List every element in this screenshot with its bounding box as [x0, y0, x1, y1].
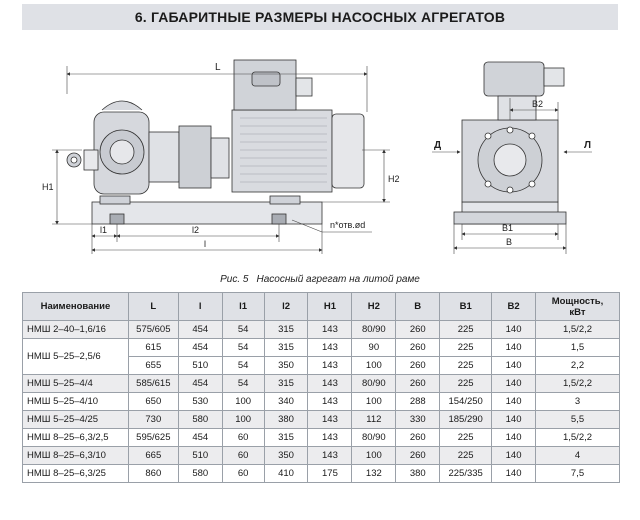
- cell-B: 260: [396, 321, 440, 339]
- cell-L: 860: [128, 465, 178, 483]
- cell-B: 260: [396, 339, 440, 357]
- cell-l2: 380: [264, 411, 308, 429]
- section-title-bar: [22, 4, 618, 30]
- cell-l: 530: [178, 393, 222, 411]
- cell-H1: 143: [308, 411, 352, 429]
- cell-L: 655: [128, 357, 178, 375]
- cell-L: 615: [128, 339, 178, 357]
- cell-H1: 143: [308, 375, 352, 393]
- cell-B1: 225: [440, 339, 492, 357]
- cell-l2: 315: [264, 339, 308, 357]
- cell-B1: 225: [440, 321, 492, 339]
- cell-L: 665: [128, 447, 178, 465]
- cell-name: НМШ 8–25–6,3/2,5: [23, 429, 129, 447]
- cell-name: НМШ 5–25–2,5/6: [23, 339, 129, 375]
- cell-l1: 60: [222, 447, 264, 465]
- cell-B1: 225: [440, 429, 492, 447]
- cell-L: 575/605: [128, 321, 178, 339]
- cell-l2: 340: [264, 393, 308, 411]
- cell-l1: 60: [222, 465, 264, 483]
- cell-power: 1,5/2,2: [536, 321, 620, 339]
- pump-unit-drawing: [22, 32, 618, 272]
- cell-H1: 143: [308, 429, 352, 447]
- column-header: L: [128, 293, 178, 321]
- cell-B1: 225: [440, 375, 492, 393]
- rotation-label-L: Л: [584, 140, 592, 151]
- cell-H1: 175: [308, 465, 352, 483]
- cell-H2: 80/90: [352, 429, 396, 447]
- cell-H2: 132: [352, 465, 396, 483]
- cell-name: НМШ 8–25–6,3/10: [23, 447, 129, 465]
- cell-power: 1,5/2,2: [536, 375, 620, 393]
- cell-B: 380: [396, 465, 440, 483]
- table-row: [23, 321, 620, 339]
- column-header: B: [396, 293, 440, 321]
- table-row: [23, 375, 620, 393]
- table-row: [23, 393, 620, 411]
- cell-H1: 143: [308, 393, 352, 411]
- cell-L: 585/615: [128, 375, 178, 393]
- table-header-row: [23, 293, 620, 321]
- cell-H2: 100: [352, 357, 396, 375]
- cell-B2: 140: [492, 465, 536, 483]
- cell-B1: 225: [440, 357, 492, 375]
- cell-B2: 140: [492, 357, 536, 375]
- cell-l2: 350: [264, 447, 308, 465]
- cell-H1: 143: [308, 321, 352, 339]
- cell-l: 580: [178, 411, 222, 429]
- cell-B: 260: [396, 375, 440, 393]
- cell-power: 1,5: [536, 339, 620, 357]
- column-header: H1: [308, 293, 352, 321]
- cell-B1: 154/250: [440, 393, 492, 411]
- column-header: Наименование: [23, 293, 129, 321]
- cell-B: 288: [396, 393, 440, 411]
- cell-l1: 54: [222, 339, 264, 357]
- cell-l1: 100: [222, 393, 264, 411]
- cell-name: НМШ 8–25–6,3/25: [23, 465, 129, 483]
- cell-l1: 100: [222, 411, 264, 429]
- cell-power: 2,2: [536, 357, 620, 375]
- section-title: 6. ГАБАРИТНЫЕ РАЗМЕРЫ НАСОСНЫХ АГРЕГАТОВ: [134, 9, 506, 25]
- column-header: l2: [264, 293, 308, 321]
- cell-power: 3: [536, 393, 620, 411]
- table-row: [23, 411, 620, 429]
- cell-B2: 140: [492, 411, 536, 429]
- cell-l2: 410: [264, 465, 308, 483]
- cell-power: 5,5: [536, 411, 620, 429]
- cell-l1: 54: [222, 321, 264, 339]
- dim-label-H2: H2: [388, 174, 400, 184]
- cell-B2: 140: [492, 447, 536, 465]
- column-header: H2: [352, 293, 396, 321]
- cell-H1: 143: [308, 357, 352, 375]
- cell-B2: 140: [492, 321, 536, 339]
- table-row: [23, 465, 620, 483]
- cell-L: 730: [128, 411, 178, 429]
- figure-number: Рис. 5: [220, 274, 249, 285]
- cell-H2: 112: [352, 411, 396, 429]
- dimensions-table: [22, 292, 620, 483]
- cell-l2: 315: [264, 429, 308, 447]
- cell-B1: 185/290: [440, 411, 492, 429]
- table-row: [23, 447, 620, 465]
- cell-l: 580: [178, 465, 222, 483]
- cell-power: 1,5/2,2: [536, 429, 620, 447]
- column-header: B1: [440, 293, 492, 321]
- table-row: [23, 429, 620, 447]
- dim-label-B2: B2: [532, 99, 544, 109]
- cell-l2: 315: [264, 321, 308, 339]
- column-header: Мощность, кВт: [536, 293, 620, 321]
- cell-l2: 315: [264, 375, 308, 393]
- cell-L: 595/625: [128, 429, 178, 447]
- cell-H2: 80/90: [352, 375, 396, 393]
- figure-caption-text: Насосный агрегат на литой раме: [256, 274, 420, 285]
- cell-B2: 140: [492, 393, 536, 411]
- cell-B1: 225/335: [440, 465, 492, 483]
- dim-label-l2: l2: [192, 225, 200, 235]
- cell-l: 510: [178, 447, 222, 465]
- figure-caption: [0, 274, 640, 285]
- cell-l2: 350: [264, 357, 308, 375]
- cell-H1: 143: [308, 447, 352, 465]
- cell-name: НМШ 2–40–1,6/16: [23, 321, 129, 339]
- cell-B: 260: [396, 357, 440, 375]
- dim-label-l: l: [204, 239, 206, 249]
- column-header: l1: [222, 293, 264, 321]
- table-row: [23, 339, 620, 357]
- dim-label-H1: H1: [42, 182, 54, 192]
- dim-label-holes: n*отв.ød: [330, 220, 366, 230]
- cell-l: 454: [178, 321, 222, 339]
- dim-label-B1: B1: [502, 223, 514, 233]
- cell-B: 330: [396, 411, 440, 429]
- cell-l: 454: [178, 375, 222, 393]
- dim-label-B: B: [506, 237, 513, 247]
- cell-B2: 140: [492, 429, 536, 447]
- cell-B2: 140: [492, 375, 536, 393]
- cell-H2: 100: [352, 447, 396, 465]
- cell-name: НМШ 5–25–4/10: [23, 393, 129, 411]
- cell-l1: 54: [222, 357, 264, 375]
- column-header: l: [178, 293, 222, 321]
- rotation-label-D: Д: [434, 140, 442, 151]
- cell-l1: 54: [222, 375, 264, 393]
- cell-H1: 143: [308, 339, 352, 357]
- cell-name: НМШ 5–25–4/4: [23, 375, 129, 393]
- cell-H2: 90: [352, 339, 396, 357]
- cell-B1: 225: [440, 447, 492, 465]
- cell-L: 650: [128, 393, 178, 411]
- cell-B: 260: [396, 447, 440, 465]
- cell-l: 510: [178, 357, 222, 375]
- dim-label-l1: l1: [100, 225, 108, 235]
- cell-B2: 140: [492, 339, 536, 357]
- cell-power: 4: [536, 447, 620, 465]
- cell-H2: 80/90: [352, 321, 396, 339]
- column-header: B2: [492, 293, 536, 321]
- cell-l1: 60: [222, 429, 264, 447]
- cell-B: 260: [396, 429, 440, 447]
- dim-label-L: L: [215, 62, 221, 73]
- cell-power: 7,5: [536, 465, 620, 483]
- cell-H2: 100: [352, 393, 396, 411]
- cell-l: 454: [178, 429, 222, 447]
- cell-l: 454: [178, 339, 222, 357]
- cell-name: НМШ 5–25–4/25: [23, 411, 129, 429]
